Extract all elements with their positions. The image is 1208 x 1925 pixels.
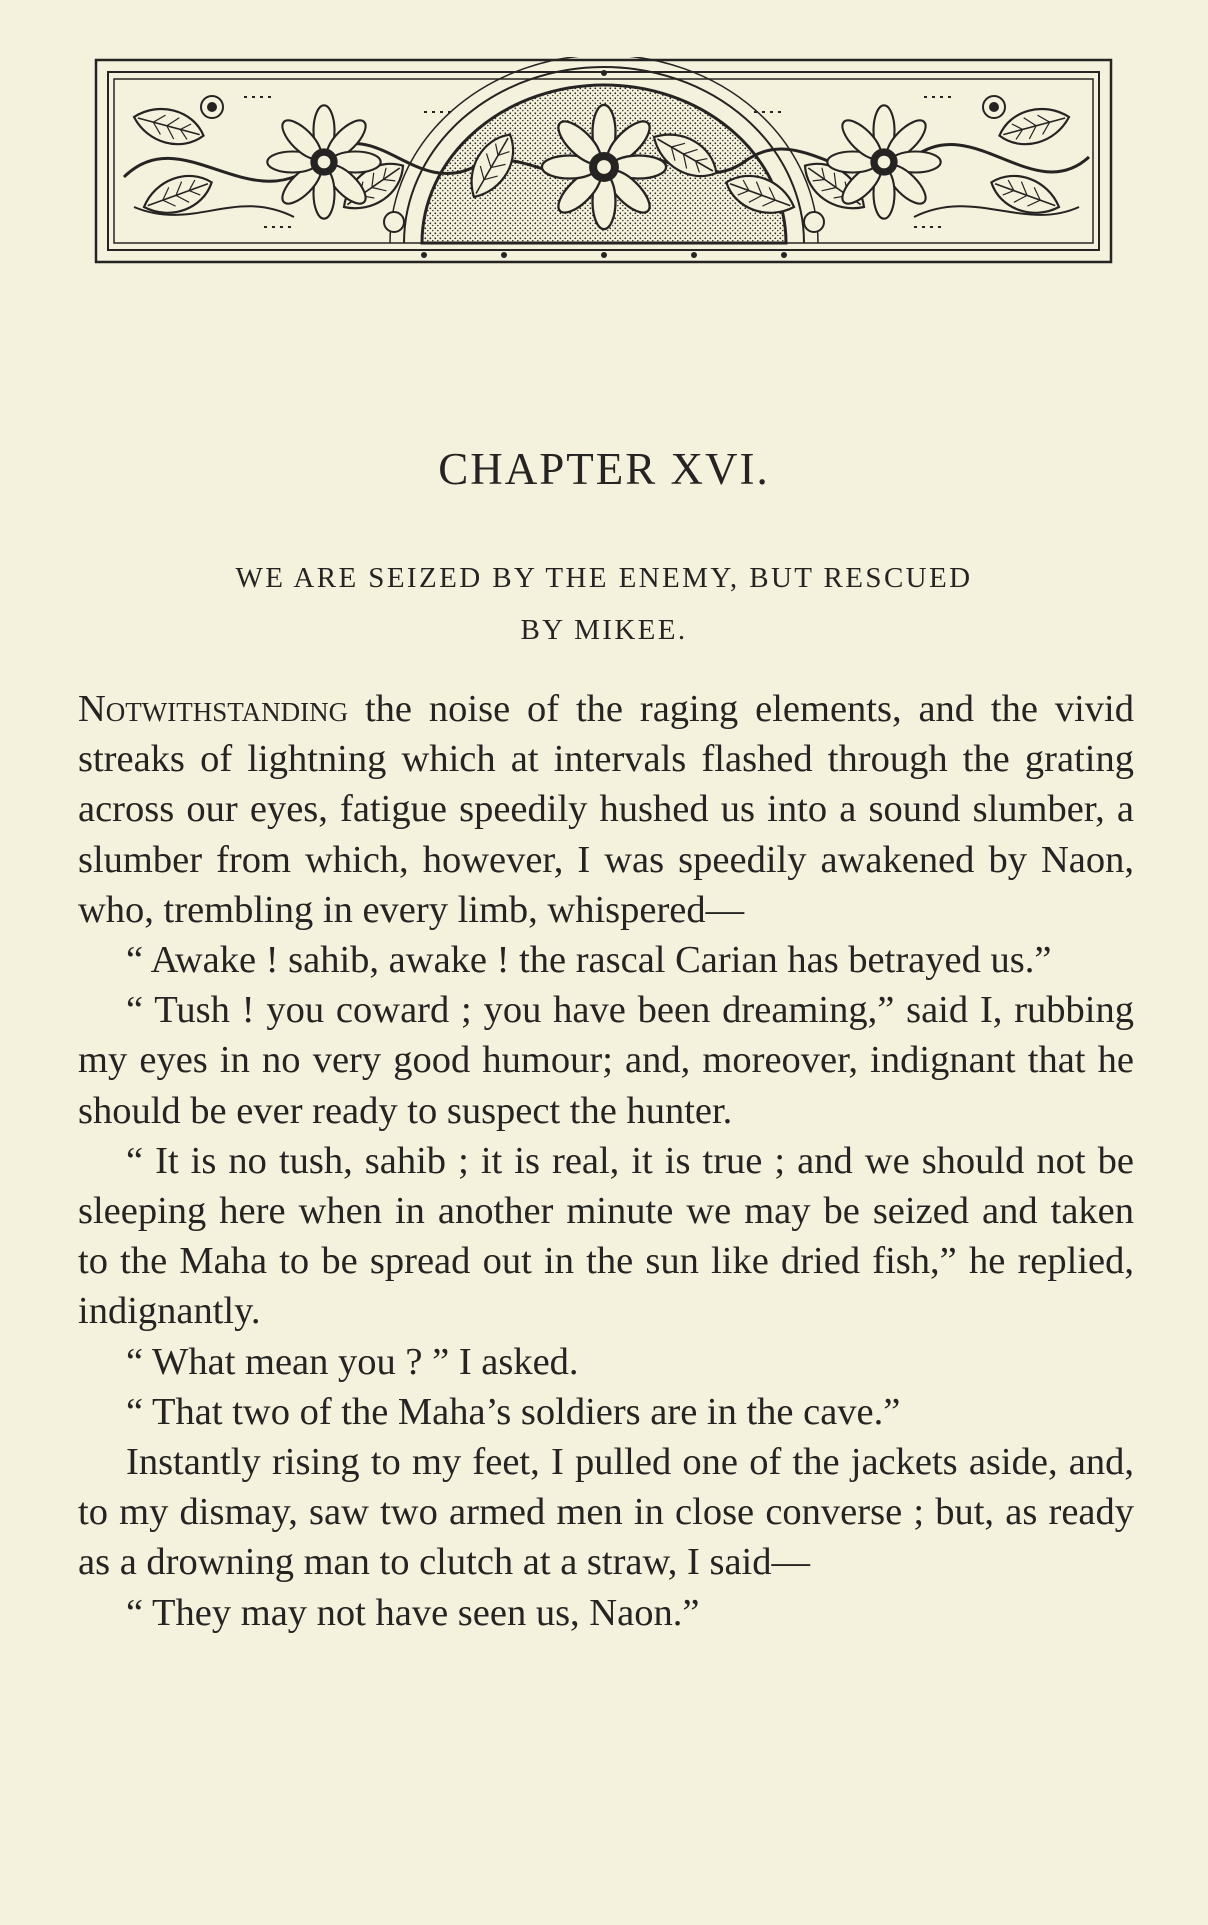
paragraph: “ They may not have seen us, Naon.” xyxy=(126,1591,700,1634)
chapter-subtitle-line: WE ARE SEIZED BY THE ENEMY, BUT RESCUED xyxy=(235,562,973,594)
chapter-subtitle-line: BY MIKEE. xyxy=(520,614,688,646)
paragraph: “ That two of the Maha’s soldiers are in the cave.” xyxy=(126,1390,901,1433)
paragraph: Instantly rising to my feet, I pulled one of the jackets aside, and, to my dismay, saw two armed men in close converse ; but, as ready as a drowning man to clutch at a straw, I said— xyxy=(78,1441,1134,1584)
chapter-title: CHAPTER XVI. xyxy=(438,444,770,494)
paragraph-text: the noise of the raging elements, and the vivid streaks of lightning which at intervals flashed through the grating across our eyes, fatigue speedily hushed us into a sound slumber, a slumber from which, however, I was speedily awakened by Naon, who, trembling in every limb, whispered— xyxy=(78,688,1134,931)
decorative-headpiece xyxy=(94,57,1114,267)
paragraph: “ What mean you ? ” I asked. xyxy=(126,1340,579,1383)
chapter-body xyxy=(78,684,1134,1638)
chapter-subtitle xyxy=(110,552,1098,656)
paragraph: “ Tush ! you coward ; you have been dreaming,” said I, rubbing my eyes in no very good humour; and, moreover, indignant that he should be ever ready to suspect the hunter. xyxy=(78,989,1134,1132)
paragraph xyxy=(78,684,1134,935)
paragraph: “ Awake ! sahib, awake ! the rascal Carian has betrayed us.” xyxy=(126,939,1052,982)
opening-word: Notwithstanding xyxy=(78,688,349,730)
paragraph: “ It is no tush, sahib ; it is real, it is true ; and we should not be sleeping here when in another minute we may be seized and taken to the Maha to be spread out in the sun like dried fish,” he replied, indignantly. xyxy=(78,1139,1134,1333)
